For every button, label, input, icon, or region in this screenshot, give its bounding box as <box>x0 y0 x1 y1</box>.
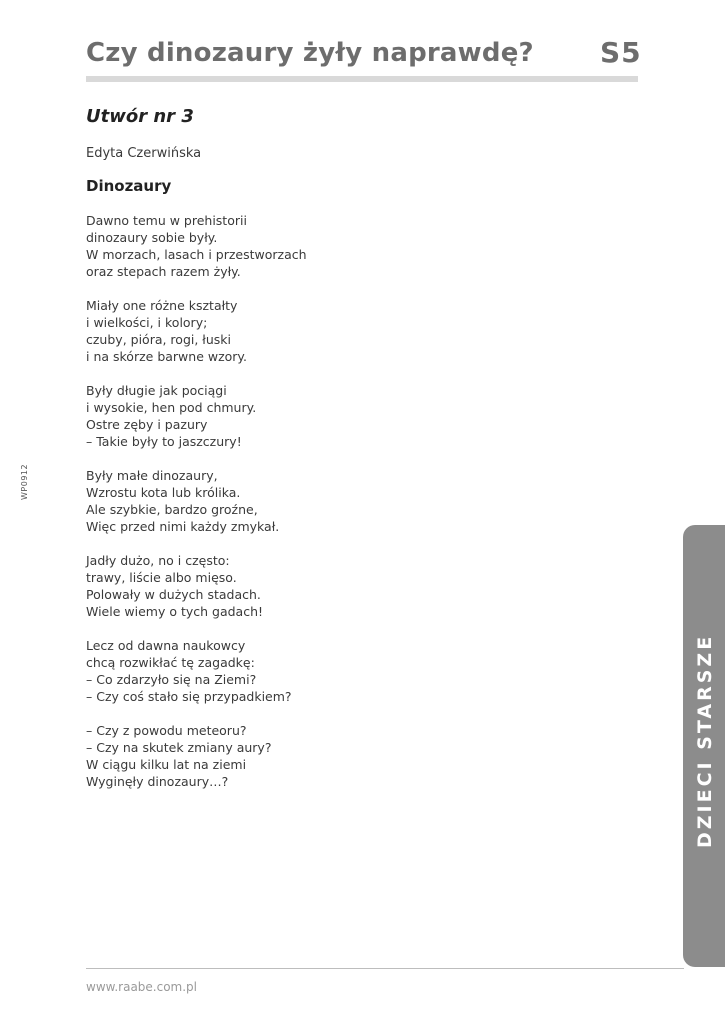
poem-line: chcą rozwikłać tę zagadkę: <box>86 655 255 670</box>
poem-line: i wielkości, i kolory; <box>86 315 208 330</box>
poem-line: – Takie były to jaszczury! <box>86 434 242 449</box>
poem-line: Ale szybkie, bardzo groźne, <box>86 502 258 517</box>
poem-stanza <box>86 382 406 450</box>
poem-stanza <box>86 637 406 705</box>
poem-line: Miały one różne kształty <box>86 298 238 313</box>
poem-line: i na skórze barwne wzory. <box>86 349 248 364</box>
poem-line: Wzrostu kota lub królika. <box>86 485 241 500</box>
poem-line: oraz stepach razem żyły. <box>86 264 241 279</box>
poem-stanza <box>86 212 406 280</box>
poem-stanza <box>86 722 406 790</box>
poem-line: Były małe dinozaury, <box>86 468 218 483</box>
poem-line: – Czy coś stało się przypadkiem? <box>86 689 292 704</box>
category-tab-label: DZIECI STARSZE <box>694 633 716 848</box>
poem-line: Dawno temu w prehistorii <box>86 213 247 228</box>
poem-line: Wiele wiemy o tych gadach! <box>86 604 264 619</box>
poem-line: czuby, pióra, rogi, łuski <box>86 332 232 347</box>
poem-line: W morzach, lasach i przestworzach <box>86 247 307 262</box>
poem-line: Więc przed nimi każdy zmykał. <box>86 519 280 534</box>
document-code: WP0912 <box>20 463 29 500</box>
page-title: Czy dinozaury żyły naprawdę? <box>86 38 534 68</box>
poem-line: – Co zdarzyło się na Ziemi? <box>86 672 257 687</box>
poem-line: Lecz od dawna naukowcy <box>86 638 246 653</box>
poem-line: W ciągu kilku lat na ziemi <box>86 757 247 772</box>
section-code: S5 <box>600 36 642 69</box>
poem-line: trawy, liście albo mięso. <box>86 570 237 585</box>
poem-line: i wysokie, hen pod chmury. <box>86 400 257 415</box>
footer-url: www.raabe.com.pl <box>86 980 198 994</box>
poem-body <box>86 212 406 807</box>
poem-line: Były długie jak pociągi <box>86 383 227 398</box>
poem-line: Wyginęły dinozaury…? <box>86 774 229 789</box>
poem-line: Ostre zęby i pazury <box>86 417 208 432</box>
poem-author: Edyta Czerwińska <box>86 146 202 161</box>
poem-stanza <box>86 297 406 365</box>
poem-stanza <box>86 552 406 620</box>
poem-line: – Czy z powodu meteoru? <box>86 723 247 738</box>
poem-title: Dinozaury <box>86 177 172 195</box>
footer-divider <box>86 968 684 969</box>
poem-line: – Czy na skutek zmiany aury? <box>86 740 272 755</box>
section-title: Utwór nr 3 <box>86 106 194 127</box>
header-divider <box>86 76 638 82</box>
poem-line: Polowały w dużych stadach. <box>86 587 261 602</box>
poem-line: Jadły dużo, no i często: <box>86 553 230 568</box>
poem-line: dinozaury sobie były. <box>86 230 218 245</box>
poem-stanza <box>86 467 406 535</box>
